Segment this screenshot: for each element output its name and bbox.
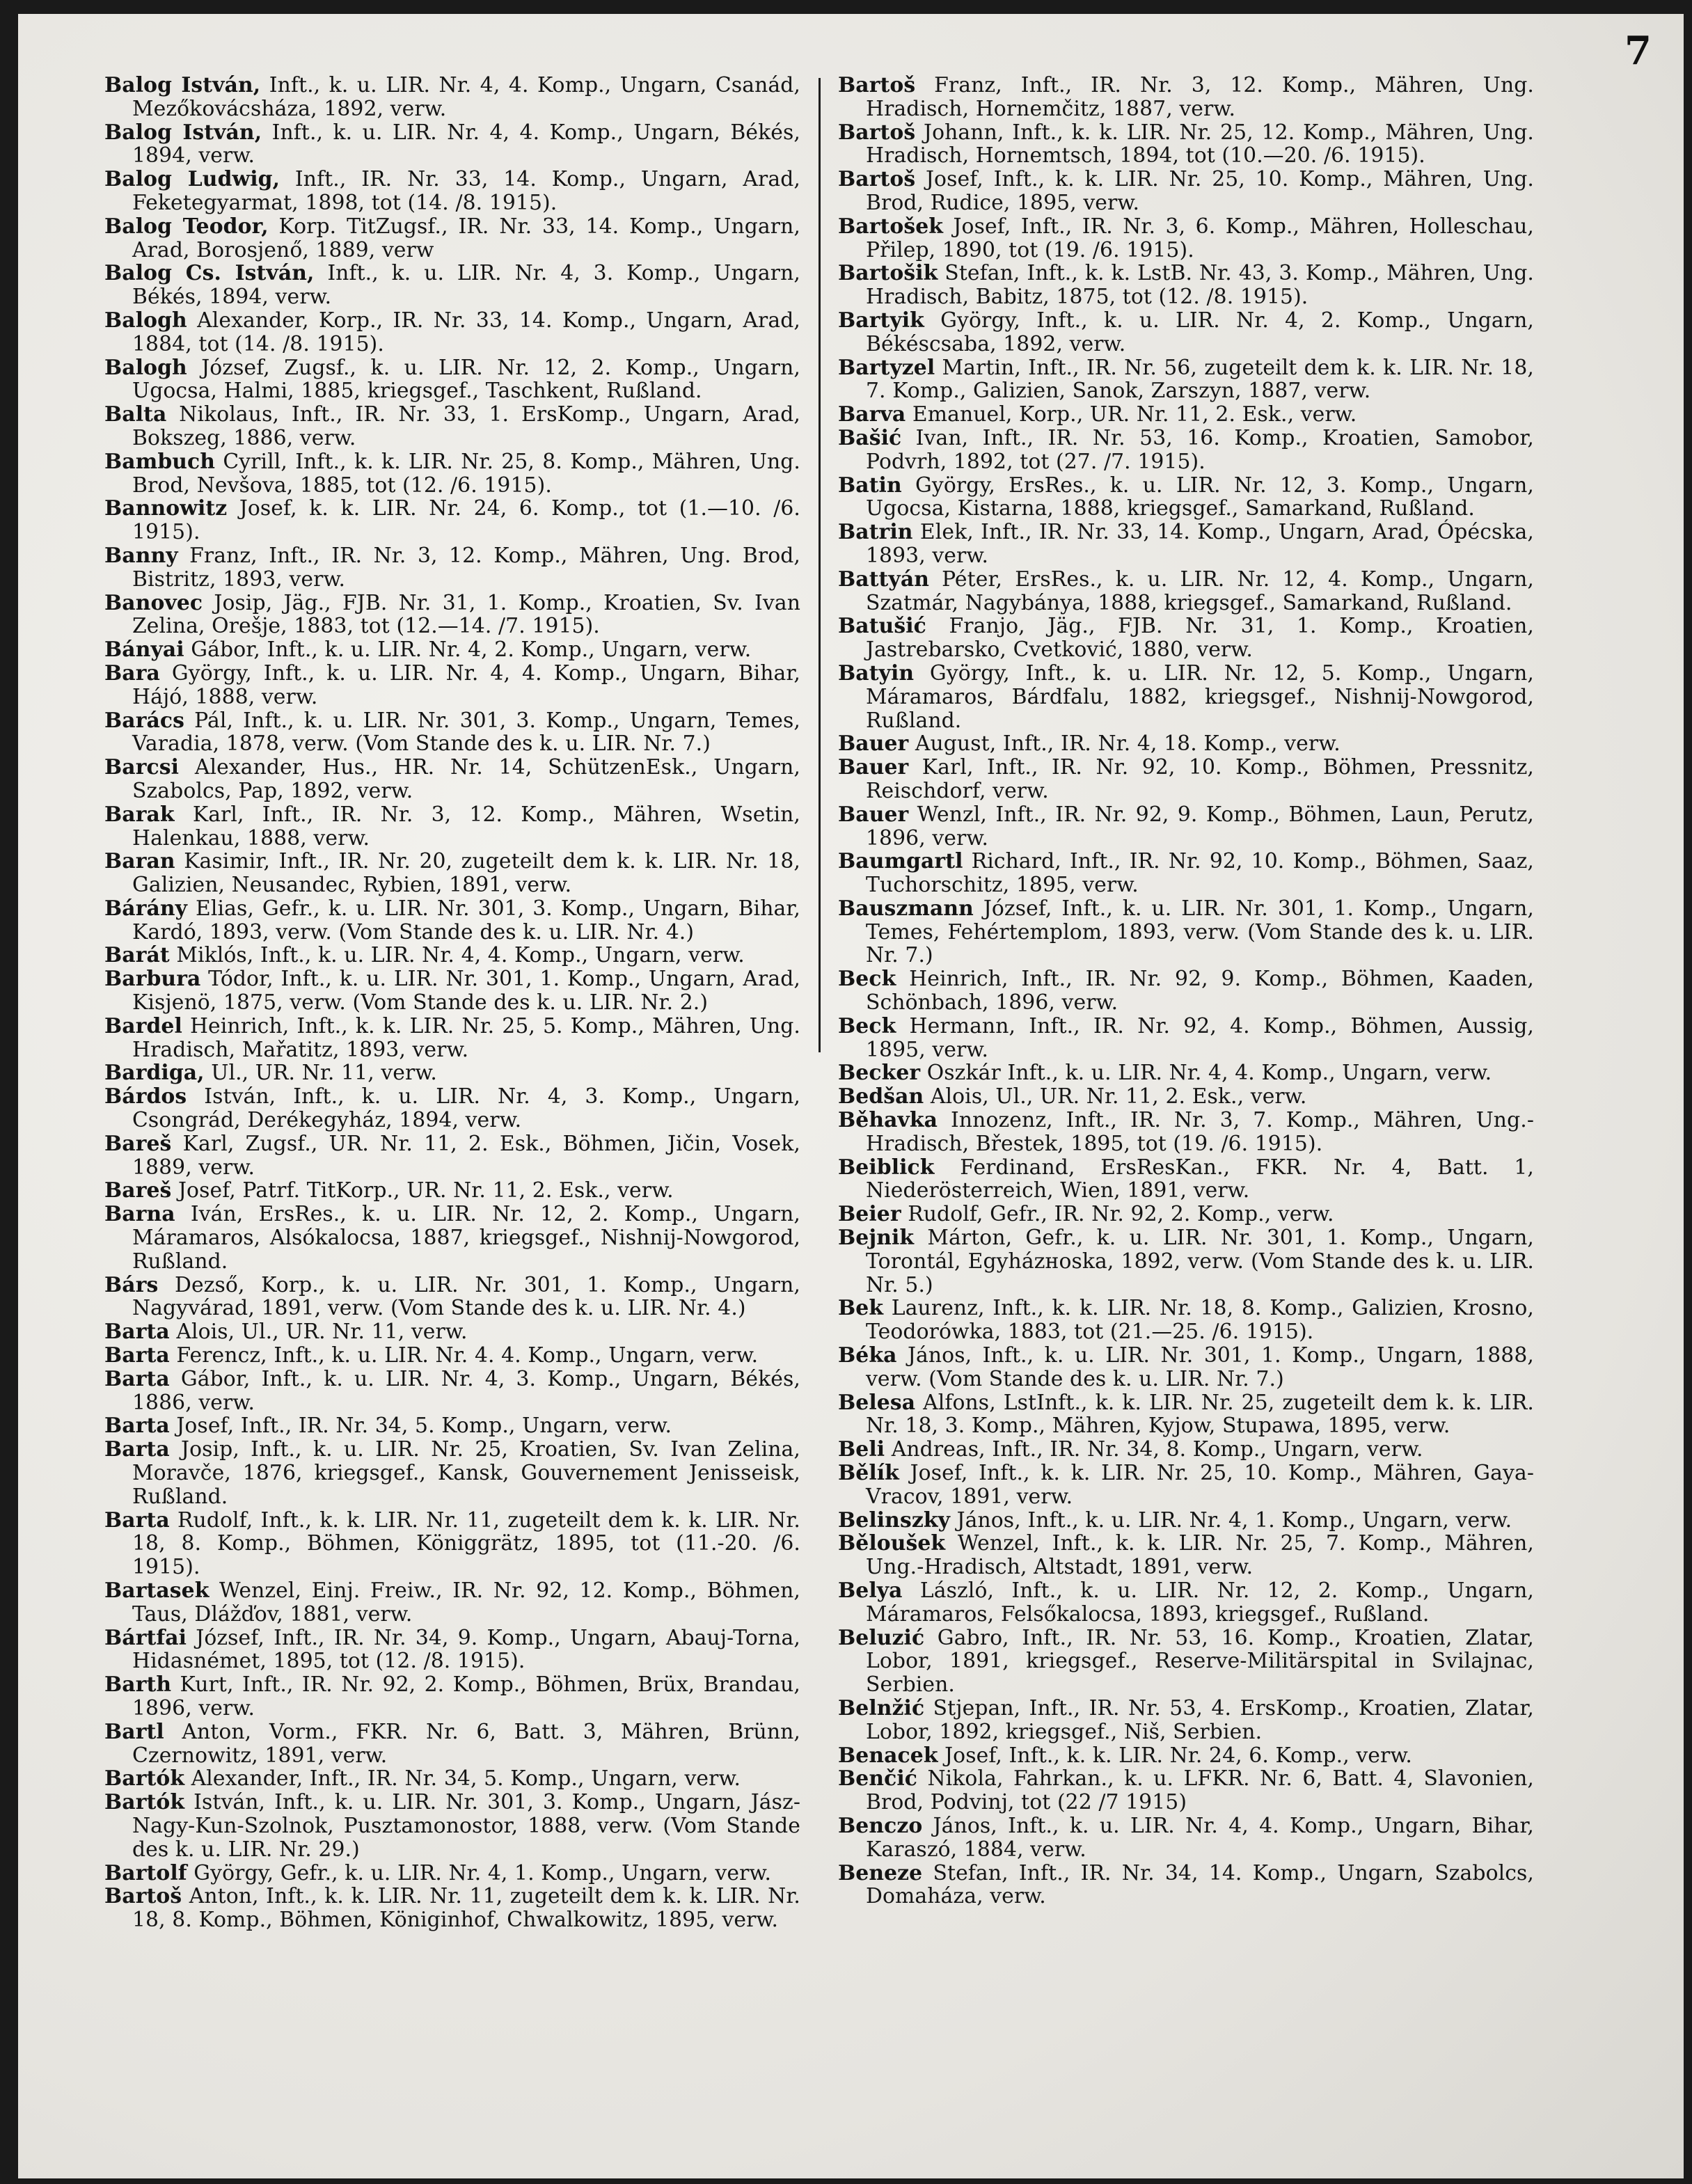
entry-details: Karl, Zugsf., UR. Nr. 11, 2. Esk., Böhmen, Jičin, Vosek, 1889, verw.	[132, 1131, 800, 1180]
list-entry	[838, 756, 1534, 803]
entry-name: Bartyzel	[838, 355, 935, 380]
list-entry	[838, 74, 1534, 121]
entry-details: Anton, Vorm., FKR. Nr. 6, Batt. 3, Mähren, Brünn, Czernowitz, 1891, verw.	[132, 1719, 800, 1768]
entry-name: Barva	[838, 402, 906, 427]
entry-details: József, Inft., k. u. LIR. Nr. 301, 1. Komp., Ungarn, Temes, Fehértemplom, 1893, verw. (Vom Stande des k. u. LIR. Nr. 7.)	[866, 896, 1534, 968]
list-entry	[838, 215, 1534, 262]
entry-details: Laurenz, Inft., k. k. LIR. Nr. 18, 8. Komp., Galizien, Krosno, Teodorówka, 1883, tot (21.—25. /6. 1915).	[866, 1296, 1534, 1345]
list-entry	[104, 1720, 800, 1768]
entry-details: Inft., k. u. LIR. Nr. 4, 3. Komp., Ungarn, Békés, 1894, verw.	[132, 261, 800, 310]
entry-name: Balog István,	[104, 73, 261, 97]
list-entry	[104, 74, 800, 121]
list-entry	[838, 1203, 1534, 1226]
list-entry	[104, 262, 800, 309]
entry-name: Barna	[104, 1202, 175, 1227]
entry-name: Bárány	[104, 896, 188, 921]
entry-details: Andreas, Inft., IR. Nr. 34, 8. Komp., Ungarn, verw.	[885, 1437, 1423, 1462]
list-entry	[104, 1862, 800, 1885]
list-entry	[104, 168, 800, 215]
left-column	[104, 74, 800, 1932]
entry-name: Bartasek	[104, 1578, 209, 1603]
entry-details: Kurt, Inft., IR. Nr. 92, 2. Komp., Böhmen, Brüx, Brandau, 1896, verw.	[132, 1672, 800, 1720]
list-entry	[838, 1109, 1534, 1156]
entry-details: Johann, Inft., k. k. LIR. Nr. 25, 12. Komp., Mähren, Ung. Hradisch, Hornemtsch, 1894, tot (10.—20. /6. 1915).	[866, 120, 1534, 168]
entry-details: Wenzel, Inft., k. k. LIR. Nr. 25, 7. Komp., Mähren, Ung.-Hradisch, Altstadt, 1891, verw.	[866, 1531, 1534, 1580]
entry-name: Barta	[104, 1366, 170, 1391]
list-entry	[838, 967, 1534, 1015]
entry-name: Bardiga,	[104, 1061, 205, 1086]
entry-details: Josef, Inft., k. k. LIR. Nr. 24, 6. Komp., verw.	[938, 1743, 1413, 1768]
entry-details: Gabro, Inft., IR. Nr. 53, 16. Komp., Kroatien, Zlatar, Lobor, 1891, kriegsgef., Reserve-Militärspital in Svilajnac, Serbien.	[866, 1625, 1534, 1698]
list-entry	[838, 427, 1534, 474]
entry-name: Beier	[838, 1202, 901, 1227]
list-entry	[104, 1767, 800, 1791]
entry-name: Bek	[838, 1296, 884, 1321]
list-entry	[838, 1509, 1534, 1533]
list-entry	[104, 1061, 800, 1085]
list-entry	[104, 592, 800, 639]
entry-details: Ferdinand, ErsResKan., FKR. Nr. 4, Batt. 1, Niederösterreich, Wien, 1891, verw.	[866, 1155, 1534, 1203]
entry-details: Innozenz, Inft., IR. Nr. 3, 7. Komp., Mähren, Ung.-Hradisch, Břestek, 1895, tot (19. /6. 1915).	[866, 1108, 1534, 1156]
list-entry	[838, 121, 1534, 168]
entry-name: Bareš	[104, 1178, 172, 1203]
list-entry	[838, 1697, 1534, 1744]
entry-details: György, Inft., k. u. LIR. Nr. 12, 5. Komp., Ungarn, Máramaros, Bárdfalu, 1882, kriegsgef., Nishnij-Nowgorod, Rußland.	[866, 660, 1534, 733]
list-entry	[104, 638, 800, 662]
entry-name: Barta	[104, 1508, 170, 1533]
list-entry	[104, 1344, 800, 1368]
entry-details: Stefan, Inft., k. k. LstB. Nr. 43, 3. Komp., Mähren, Ung. Hradisch, Babitz, 1875, tot (12. /8. 1915).	[866, 261, 1534, 310]
list-entry	[104, 1673, 800, 1720]
entry-name: Bara	[104, 660, 160, 686]
entry-details: Hermann, Inft., IR. Nr. 92, 4. Komp., Böhmen, Aussig, 1895, verw.	[866, 1013, 1534, 1062]
entry-name: Belinszky	[838, 1508, 950, 1533]
list-entry	[838, 1532, 1534, 1579]
entry-name: Bauer	[838, 802, 909, 827]
entry-details: Alois, Ul., UR. Nr. 11, verw.	[169, 1320, 468, 1345]
entry-name: Beli	[838, 1437, 885, 1462]
entry-details: János, Inft., k. u. LIR. Nr. 4, 4. Komp., Ungarn, Bihar, Karaszó, 1884, verw.	[866, 1813, 1534, 1862]
list-entry	[838, 1085, 1534, 1109]
entry-name: Bartoš	[838, 73, 916, 97]
entry-details: Alexander, Hus., HR. Nr. 14, SchützenEsk., Ungarn, Szabolcs, Pap, 1892, verw.	[132, 755, 800, 803]
list-entry	[104, 1414, 800, 1438]
right-column	[838, 74, 1534, 1908]
entry-details: Inft., k. u. LIR. Nr. 4, 4. Komp., Ungarn, Békés, 1894, verw.	[132, 120, 800, 168]
list-entry	[838, 403, 1534, 427]
entry-name: Balog István,	[104, 120, 262, 145]
list-entry	[838, 356, 1534, 404]
list-entry	[838, 1156, 1534, 1203]
entry-details: August, Inft., IR. Nr. 4, 18. Komp., verw.	[908, 731, 1341, 757]
entry-details: István, Inft., k. u. LIR. Nr. 301, 3. Komp., Ungarn, Jász-Nagy-Kun-Szolnok, Pusztamonostor, 1888, verw. (Vom Stande des k. u. LIR. Nr. 29.)	[132, 1790, 800, 1862]
entry-details: Josef, Inft., k. k. LIR. Nr. 25, 10. Komp., Mähren, Gaya-Vracov, 1891, verw.	[866, 1461, 1534, 1509]
entry-details: Martin, Inft., IR. Nr. 56, zugeteilt dem k. k. LIR. Nr. 18, 7. Komp., Galizien, Sanok, Zarszyn, 1887, verw.	[866, 355, 1534, 404]
entry-details: György, ErsRes., k. u. LIR. Nr. 12, 3. Komp., Ungarn, Ugocsa, Kistarna, 1888, kriegsgef., Samarkand, Rußland.	[866, 473, 1534, 521]
entry-name: Baran	[104, 849, 175, 874]
entry-details: Alexander, Inft., IR. Nr. 34, 5. Komp., Ungarn, verw.	[184, 1766, 741, 1791]
entry-name: Barta	[104, 1437, 170, 1462]
entry-name: Beck	[838, 967, 896, 992]
entry-name: Bejnik	[838, 1226, 915, 1251]
entry-name: Bártfai	[104, 1625, 187, 1650]
entry-name: Bartók	[104, 1790, 185, 1815]
entry-name: Balog Teodor,	[104, 214, 269, 239]
entry-details: Wenzl, Inft., IR. Nr. 92, 9. Komp., Böhmen, Laun, Perutz, 1896, verw.	[866, 802, 1534, 850]
entry-details: Josef, Inft., k. k. LIR. Nr. 25, 10. Komp., Mähren, Ung. Brod, Rudice, 1895, verw.	[866, 167, 1534, 215]
entry-name: Bartók	[104, 1766, 185, 1791]
entry-name: Běloušek	[838, 1531, 946, 1556]
list-entry	[104, 1438, 800, 1508]
list-entry	[104, 709, 800, 757]
entry-details: Franz, Inft., IR. Nr. 3, 12. Komp., Mähren, Ung. Hradisch, Hornemčitz, 1887, verw.	[866, 73, 1534, 121]
entry-name: Barta	[104, 1414, 170, 1439]
list-entry	[104, 897, 800, 944]
entry-details: István, Inft., k. u. LIR. Nr. 4, 3. Komp., Ungarn, Csongrád, Derékegyház, 1894, verw.	[132, 1084, 800, 1133]
entry-name: Barth	[104, 1672, 172, 1698]
entry-name: Bardel	[104, 1013, 182, 1038]
list-entry	[838, 732, 1534, 756]
list-entry	[104, 1368, 800, 1415]
entry-details: József, Zugsf., k. u. LIR. Nr. 12, 2. Komp., Ungarn, Ugocsa, Halmi, 1885, kriegsgef., Taschkent, Rußland.	[132, 355, 800, 404]
entry-details: Alois, Ul., UR. Nr. 11, 2. Esk., verw.	[924, 1084, 1307, 1109]
entry-details: György, Gefr., k. u. LIR. Nr. 4, 1. Komp., Ungarn, verw.	[187, 1860, 772, 1885]
list-entry	[104, 403, 800, 450]
entry-details: Pál, Inft., k. u. LIR. Nr. 301, 3. Komp., Ungarn, Temes, Varadia, 1878, verw. (Vom Stande des k. u. LIR. Nr. 7.)	[132, 708, 800, 757]
list-entry	[104, 1509, 800, 1579]
entry-details: György, Inft., k. u. LIR. Nr. 4, 4. Komp., Ungarn, Bihar, Hájó, 1888, verw.	[132, 660, 800, 709]
entry-details: Iván, ErsRes., k. u. LIR. Nr. 12, 2. Komp., Ungarn, Máramaros, Alsókalocsa, 1887, kriegsgef., Nishnij-Nowgorod, Rußland.	[132, 1202, 800, 1274]
entry-details: Rudolf, Inft., k. k. LIR. Nr. 11, zugeteilt dem k. k. LIR. Nr. 18, 8. Komp., Böhmen, Königgrätz, 1895, tot (11.-20. /6. 1915).	[132, 1508, 800, 1580]
entry-details: Márton, Gefr., k. u. LIR. Nr. 301, 1. Komp., Ungarn, Torontál, Egyházноska, 1892, verw. (Vom Stande des k. u. LIR. Nr. 5.)	[866, 1226, 1534, 1297]
entry-name: Bartošek	[838, 214, 944, 239]
entry-name: Bauer	[838, 755, 909, 780]
list-entry	[104, 1085, 800, 1132]
list-entry	[838, 850, 1534, 897]
entry-name: Barbura	[104, 967, 201, 992]
entry-details: Josef, k. k. LIR. Nr. 24, 6. Komp., tot (1.—10. /6. 1915).	[132, 496, 800, 545]
entry-details: Oszkár Inft., k. u. LIR. Nr. 4, 4. Komp., Ungarn, verw.	[920, 1061, 1492, 1086]
entry-name: Barta	[104, 1343, 170, 1368]
entry-name: Barát	[104, 943, 170, 968]
entry-name: Balog Cs. István,	[104, 261, 315, 286]
entry-name: Belnžić	[838, 1695, 925, 1720]
list-entry	[104, 121, 800, 168]
list-entry	[104, 944, 800, 967]
entry-name: Bartoš	[104, 1884, 182, 1909]
list-entry	[838, 1814, 1534, 1862]
entry-details: János, Inft., k. u. LIR. Nr. 301, 1. Komp., Ungarn, 1888, verw. (Vom Stande des k. u. LIR. Nr. 7.)	[866, 1343, 1534, 1391]
entry-details: Inft., k. u. LIR. Nr. 4, 4. Komp., Ungarn, Csanád, Mezőkovácsháza, 1892, verw.	[132, 73, 800, 121]
entry-details: Gábor, Inft., k. u. LIR. Nr. 4, 3. Komp., Ungarn, Békés, 1886, verw.	[132, 1366, 800, 1415]
entry-details: Gábor, Inft., k. u. LIR. Nr. 4, 2. Komp., Ungarn, verw.	[184, 638, 752, 663]
entry-name: Bareš	[104, 1131, 172, 1156]
list-entry	[104, 1627, 800, 1674]
list-entry	[838, 168, 1534, 215]
entry-name: Benacek	[838, 1743, 938, 1768]
entry-name: Barak	[104, 802, 175, 827]
list-entry	[104, 450, 800, 498]
entry-name: Bauszmann	[838, 896, 974, 921]
entry-name: Banny	[104, 543, 178, 568]
entry-details: József, Inft., IR. Nr. 34, 9. Komp., Ungarn, Abauj-Torna, Hidasnémet, 1895, tot (12. /8. 1915).	[132, 1625, 800, 1674]
entry-details: Heinrich, Inft., IR. Nr. 92, 9. Komp., Böhmen, Kaaden, Schönbach, 1896, verw.	[866, 967, 1534, 1015]
entry-details: Korp. TitZugsf., IR. Nr. 33, 14. Komp., Ungarn, Arad, Borosjenő, 1889, verw	[132, 214, 800, 262]
entry-name: Bárdos	[104, 1084, 187, 1109]
entry-details: Elias, Gefr., k. u. LIR. Nr. 301, 3. Komp., Ungarn, Bihar, Kardó, 1893, verw. (Vom Stande des k. u. LIR. Nr. 4.)	[132, 896, 800, 944]
entry-details: László, Inft., k. u. LIR. Nr. 12, 2. Komp., Ungarn, Máramaros, Felsőkalocsa, 1893, kriegsgef., Rußland.	[866, 1578, 1534, 1627]
list-entry	[838, 897, 1534, 967]
list-entry	[838, 1061, 1534, 1085]
list-entry	[104, 850, 800, 897]
entry-details: Josef, Inft., IR. Nr. 34, 5. Komp., Ungarn, verw.	[169, 1414, 672, 1439]
list-entry	[104, 803, 800, 850]
list-entry	[838, 662, 1534, 732]
list-entry	[104, 1791, 800, 1861]
list-entry	[838, 615, 1534, 662]
list-entry	[838, 1462, 1534, 1509]
list-entry	[104, 356, 800, 404]
entry-details: Nikolaus, Inft., IR. Nr. 33, 1. ErsKomp., Ungarn, Arad, Bokszeg, 1886, verw.	[132, 402, 800, 450]
entry-details: Josef, Inft., IR. Nr. 3, 6. Komp., Mähren, Holleschau, Přilep, 1890, tot (19. /6. 1915).	[866, 214, 1534, 262]
list-entry	[838, 521, 1534, 568]
list-entry	[104, 1015, 800, 1062]
list-entry	[838, 1015, 1534, 1062]
entry-details: Josef, Patrf. TitKorp., UR. Nr. 11, 2. Esk., verw.	[171, 1178, 674, 1203]
entry-details: Péter, ErsRes., k. u. LIR. Nr. 12, 4. Komp., Ungarn, Szatmár, Nagybánya, 1888, kriegsgef., Samarkand, Rußland.	[866, 567, 1534, 615]
list-entry	[838, 1391, 1534, 1439]
entry-details: János, Inft., k. u. LIR. Nr. 4, 1. Komp., Ungarn, verw.	[950, 1508, 1512, 1533]
entry-name: Belesa	[838, 1390, 916, 1415]
entry-name: Baumgartl	[838, 849, 963, 874]
entry-name: Balta	[104, 402, 167, 427]
entry-details: Alfons, LstInft., k. k. LIR. Nr. 25, zugeteilt dem k. k. LIR. Nr. 18, 3. Komp., Mähren, Kyjow, Stupawa, 1895, verw.	[866, 1390, 1534, 1439]
entry-name: Bauer	[838, 731, 909, 757]
list-entry	[838, 568, 1534, 615]
list-entry	[104, 1203, 800, 1273]
entry-name: Bárs	[104, 1272, 159, 1297]
entry-details: Alexander, Korp., IR. Nr. 33, 14. Komp., Ungarn, Arad, 1884, tot (14. /8. 1915).	[132, 308, 800, 356]
entry-details: Franz, Inft., IR. Nr. 3, 12. Komp., Mähren, Ung. Brod, Bistritz, 1893, verw.	[132, 543, 800, 592]
entry-details: Stjepan, Inft., IR. Nr. 53, 4. ErsKomp., Kroatien, Zlatar, Lobor, 1892, kriegsgef., Niš, Serbien.	[866, 1695, 1534, 1744]
entry-name: Bartl	[104, 1719, 164, 1744]
entry-name: Beck	[838, 1013, 896, 1038]
entry-details: Nikola, Fahrkan., k. u. LFKR. Nr. 6, Batt. 4, Slavonien, Brod, Podvinj, tot (22 /7 1915)	[866, 1766, 1534, 1815]
entry-name: Běhavka	[838, 1108, 938, 1133]
entry-details: Rudolf, Gefr., IR. Nr. 92, 2. Komp., verw.	[901, 1202, 1334, 1227]
entry-details: Ul., UR. Nr. 11, verw.	[204, 1061, 437, 1086]
list-entry	[104, 1179, 800, 1203]
entry-name: Benčić	[838, 1766, 918, 1791]
entry-details: Dezső, Korp., k. u. LIR. Nr. 301, 1. Komp., Ungarn, Nagyvárad, 1891, verw. (Vom Stande des k. u. LIR. Nr. 4.)	[132, 1272, 800, 1321]
entry-name: Batin	[838, 473, 902, 498]
list-entry	[104, 1579, 800, 1627]
entry-details: Inft., IR. Nr. 33, 14. Komp., Ungarn, Arad, Feketegyarmat, 1898, tot (14. /8. 1915).	[132, 167, 800, 215]
entry-name: Batrin	[838, 520, 913, 545]
entry-name: Beiblick	[838, 1155, 935, 1180]
entry-name: Benczo	[838, 1813, 923, 1838]
entry-details: Emanuel, Korp., UR. Nr. 11, 2. Esk., verw.	[906, 402, 1357, 427]
entry-details: Franjo, Jäg., FJB. Nr. 31, 1. Komp., Kroatien, Jastrebarsko, Cvetković, 1880, verw.	[866, 614, 1534, 663]
entry-name: Beluzić	[838, 1625, 925, 1650]
entry-details: Cyrill, Inft., k. k. LIR. Nr. 25, 8. Komp., Mähren, Ung. Brod, Nevšova, 1885, tot (12. /6. 1915).	[132, 449, 800, 498]
page-number: 7	[1624, 28, 1652, 74]
entry-name: Barács	[104, 708, 185, 733]
entry-details: Kasimir, Inft., IR. Nr. 20, zugeteilt dem k. k. LIR. Nr. 18, Galizien, Neusandec, Rybien, 1891, verw.	[132, 849, 800, 898]
list-entry	[838, 1862, 1534, 1909]
list-entry	[104, 967, 800, 1015]
entry-details: Josip, Jäg., FJB. Nr. 31, 1. Komp., Kroatien, Sv. Ivan Zelina, Orešje, 1883, tot (12.—14. /7. 1915).	[132, 590, 800, 639]
column-divider	[819, 78, 821, 1052]
list-entry	[104, 756, 800, 803]
list-entry	[104, 1274, 800, 1321]
entry-name: Batyin	[838, 660, 915, 686]
list-entry	[838, 309, 1534, 356]
list-entry	[104, 544, 800, 592]
entry-details: Karl, Inft., IR. Nr. 92, 10. Komp., Böhmen, Pressnitz, Reischdorf, verw.	[866, 755, 1534, 803]
list-entry	[838, 474, 1534, 521]
entry-details: Elek, Inft., IR. Nr. 33, 14. Komp., Ungarn, Arad, Ópécska, 1893, verw.	[866, 520, 1534, 568]
document-page	[18, 14, 1684, 2178]
entry-name: Bartoš	[838, 167, 916, 192]
entry-details: Stefan, Inft., IR. Nr. 34, 14. Komp., Ungarn, Szabolcs, Domaháza, verw.	[866, 1860, 1534, 1909]
entry-details: Tódor, Inft., k. u. LIR. Nr. 301, 1. Komp., Ungarn, Arad, Kisjenö, 1875, verw. (Vom Stande des k. u. LIR. Nr. 2.)	[132, 967, 800, 1015]
entry-details: Anton, Inft., k. k. LIR. Nr. 11, zugeteilt dem k. k. LIR. Nr. 18, 8. Komp., Böhmen, Königinhof, Chwalkowitz, 1895, verw.	[132, 1884, 800, 1933]
entry-details: Karl, Inft., IR. Nr. 3, 12. Komp., Mähren, Wsetin, Halenkau, 1888, verw.	[132, 802, 800, 850]
list-entry	[838, 1579, 1534, 1627]
entry-name: Battyán	[838, 567, 930, 592]
entry-name: Bartošik	[838, 261, 938, 286]
entry-name: Bartyik	[838, 308, 924, 333]
entry-name: Bělík	[838, 1461, 899, 1486]
entry-name: Bannowitz	[104, 496, 228, 521]
entry-name: Balogh	[104, 308, 187, 333]
entry-details: Wenzel, Einj. Freiw., IR. Nr. 92, 12. Komp., Böhmen, Taus, Dlážďov, 1881, verw.	[132, 1578, 800, 1627]
entry-name: Barcsi	[104, 755, 180, 780]
list-entry	[838, 262, 1534, 309]
entry-details: György, Inft., k. u. LIR. Nr. 4, 2. Komp., Ungarn, Békéscsaba, 1892, verw.	[866, 308, 1534, 356]
entry-name: Balog Ludwig,	[104, 167, 280, 192]
list-entry	[104, 497, 800, 544]
entry-details: Ivan, Inft., IR. Nr. 53, 16. Komp., Kroatien, Samobor, Podvrh, 1892, tot (27. /7. 1915).	[866, 425, 1534, 474]
entry-name: Balogh	[104, 355, 187, 380]
list-entry	[104, 215, 800, 262]
list-entry	[104, 662, 800, 709]
list-entry	[838, 803, 1534, 850]
entry-name: Barta	[104, 1320, 170, 1345]
entry-name: Bašić	[838, 425, 902, 450]
entry-name: Belya	[838, 1578, 903, 1603]
entry-name: Béka	[838, 1343, 897, 1368]
entry-name: Beneze	[838, 1860, 923, 1885]
list-entry	[838, 1438, 1534, 1462]
entry-name: Batušić	[838, 614, 926, 639]
list-entry	[104, 1320, 800, 1344]
entry-name: Bányai	[104, 638, 184, 663]
entry-name: Banovec	[104, 590, 203, 615]
list-entry	[104, 1885, 800, 1932]
entry-name: Bambuch	[104, 449, 216, 474]
entry-name: Bartoš	[838, 120, 916, 145]
list-entry	[838, 1344, 1534, 1391]
list-entry	[838, 1226, 1534, 1297]
entry-details: Josip, Inft., k. u. LIR. Nr. 25, Kroatien, Sv. Ivan Zelina, Moravče, 1876, kriegsgef., Kansk, Gouvernement Jenisseisk, Rußland.	[132, 1437, 800, 1509]
list-entry	[104, 1132, 800, 1180]
list-entry	[838, 1627, 1534, 1697]
list-entry	[838, 1744, 1534, 1768]
list-entry	[838, 1297, 1534, 1344]
entry-name: Becker	[838, 1061, 921, 1086]
entry-name: Bedšan	[838, 1084, 924, 1109]
entry-details: Heinrich, Inft., k. k. LIR. Nr. 25, 5. Komp., Mähren, Ung. Hradisch, Mařatitz, 1893, verw.	[132, 1013, 800, 1062]
entry-details: Ferencz, Inft., k. u. LIR. Nr. 4. 4. Komp., Ungarn, verw.	[169, 1343, 759, 1368]
entry-name: Bartolf	[104, 1860, 187, 1885]
entry-details: Richard, Inft., IR. Nr. 92, 10. Komp., Böhmen, Saaz, Tuchorschitz, 1895, verw.	[866, 849, 1534, 898]
list-entry	[104, 309, 800, 356]
entry-details: Miklós, Inft., k. u. LIR. Nr. 4, 4. Komp., Ungarn, verw.	[169, 943, 745, 968]
list-entry	[838, 1767, 1534, 1814]
